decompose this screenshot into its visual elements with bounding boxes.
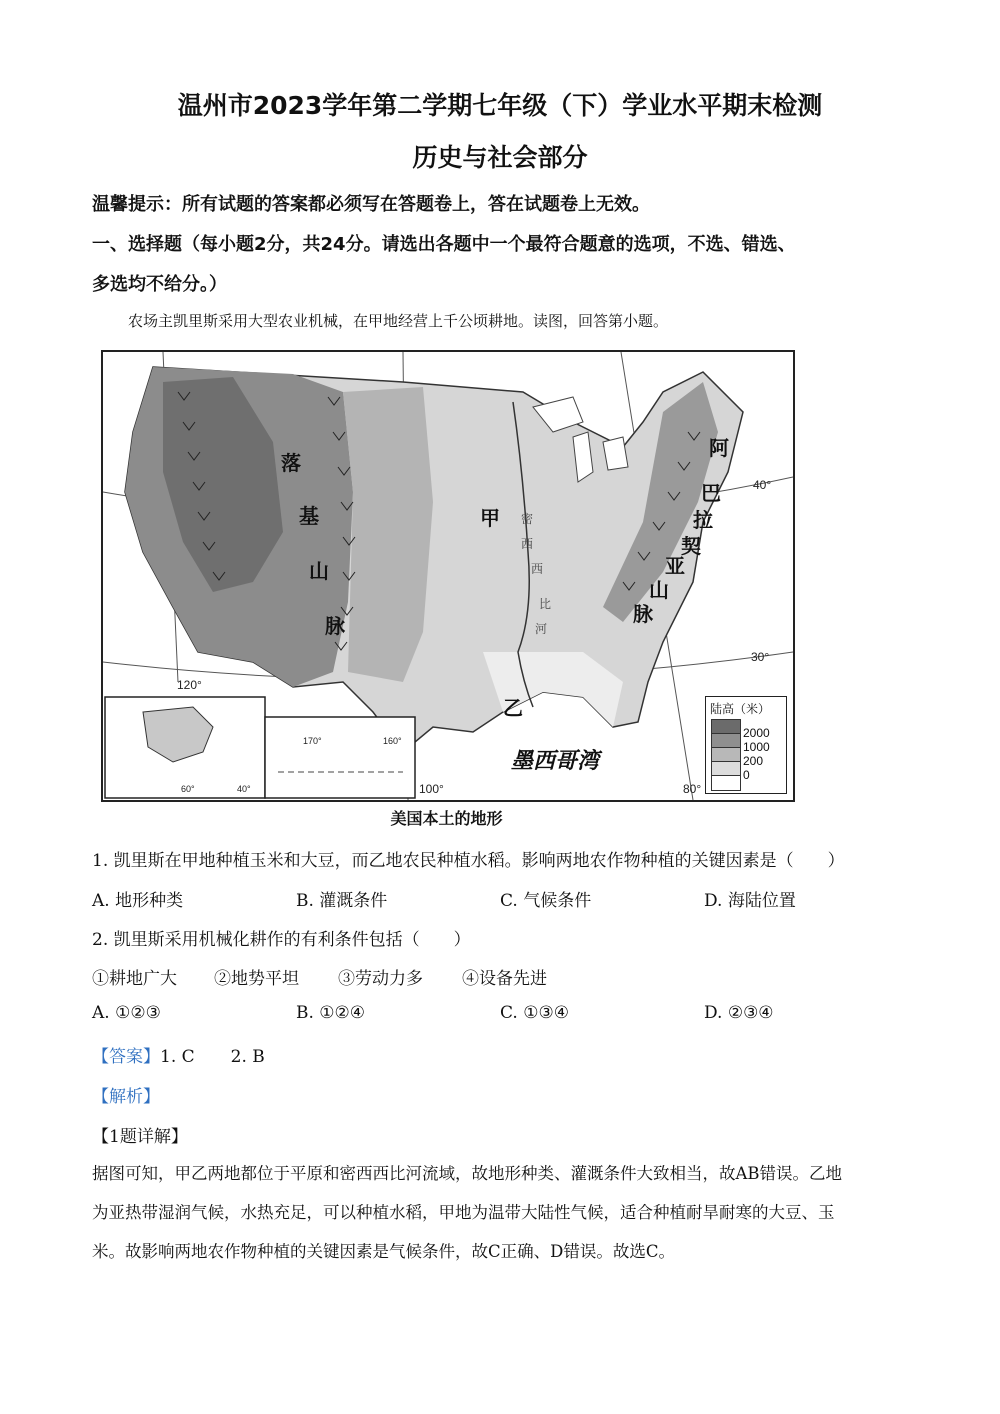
lake-huron	[603, 437, 628, 470]
answer-2: 2. B	[230, 1047, 265, 1067]
map-graphic	[103, 352, 793, 800]
exam-title: 温州市2023学年第二学期七年级（下）学业水平期末检测	[177, 91, 823, 120]
inset-60-label: 60°	[181, 784, 195, 794]
terrain-map	[101, 350, 795, 802]
analysis-line-1: 据图可知，甲乙两地都位于平原和密西西比河流域，故地形种类、灌溉条件大致相当，故AB错误。乙地	[92, 1164, 843, 1183]
inset-160-label: 160°	[383, 736, 402, 746]
river-char-3: 西	[531, 562, 544, 576]
analysis-subheading: 【1题详解】	[92, 1127, 188, 1147]
analysis-line-2: 为亚热带湿润气候，水热充足，可以种植水稻，甲地为温带大陆性气候，适合种植耐旱耐寒的大豆、玉	[92, 1203, 835, 1222]
q2-option-b: B. ①②④	[296, 1003, 366, 1023]
appa-char-4: 契	[681, 534, 701, 558]
q2-option-d: D. ②③④	[704, 1003, 774, 1023]
q2-stem: 2. 凯里斯采用机械化耕作的有利条件包括（ ）	[92, 930, 471, 950]
rocky-char-1: 落	[281, 451, 301, 475]
location-yi: 乙	[503, 696, 523, 720]
section-heading-line1: 一、选择题（每小题2分，共24分。请选出各题中一个最符合题意的选项，不选、错选、	[92, 234, 796, 255]
appa-char-7: 脉	[633, 602, 653, 626]
lat-40-label: 40°	[753, 478, 772, 492]
answer-1: 1. C	[160, 1047, 195, 1067]
inset-40-label: 40°	[237, 784, 251, 794]
legend-title: 陆高（米）	[710, 702, 771, 716]
q1-option-a: A. 地形种类	[92, 891, 184, 911]
answer-tag: 【答案】	[92, 1047, 160, 1067]
lon-120-label: 120°	[177, 678, 202, 692]
q2-option-c: C. ①③④	[500, 1003, 569, 1023]
lat-30-label: 30°	[751, 650, 770, 664]
question-intro: 农场主凯里斯采用大型农业机械，在甲地经营上千公顷耕地。读图，回答第小题。	[128, 312, 669, 330]
q2-condition-1: ①耕地广大	[92, 969, 177, 989]
section-heading-line2: 多选均不给分。）	[92, 274, 227, 295]
legend-swatch	[711, 775, 741, 791]
great-plains	[343, 387, 433, 682]
rocky-char-2: 基	[299, 504, 319, 528]
hawaii-inset	[265, 717, 415, 798]
appa-char-3: 拉	[693, 508, 713, 532]
q2-condition-3: ③劳动力多	[338, 969, 423, 989]
q2-condition-4: ④设备先进	[462, 969, 547, 989]
rocky-char-3: 山	[309, 559, 329, 583]
legend-level-2000: 2000	[743, 726, 770, 740]
q2-option-a: A. ①②③	[92, 1003, 161, 1023]
q2-condition-2: ②地势平坦	[214, 969, 299, 989]
map-caption: 美国本土的地形	[390, 809, 503, 828]
location-jia: 甲	[480, 506, 500, 530]
q1-stem: 1. 凯里斯在甲地种植玉米和大豆，而乙地农民种植水稻。影响两地农作物种植的关键因素是（ ）	[92, 851, 845, 871]
lon-80-label: 80°	[683, 782, 702, 796]
appa-char-2: 巴	[701, 481, 721, 505]
elevation-legend	[705, 696, 787, 794]
legend-level-0: 0	[743, 768, 750, 782]
lon-100-label: 100°	[419, 782, 444, 796]
appa-char-5: 亚	[665, 554, 685, 578]
gulf-of-mexico-label: 墨西哥湾	[511, 748, 600, 774]
river-char-2: 西	[521, 537, 534, 551]
q1-option-d: D. 海陆位置	[704, 891, 796, 911]
river-char-5: 河	[535, 622, 548, 636]
analysis-line-3: 米。故影响两地农作物种植的关键因素是气候条件，故C正确、D错误。故选C。	[92, 1242, 675, 1261]
river-char-1: 密	[521, 512, 534, 526]
inset-170-label: 170°	[303, 736, 322, 746]
notice: 温馨提示：所有试题的答案都必须写在答题卷上，答在试题卷上无效。	[92, 194, 650, 215]
rocky-char-4: 脉	[325, 614, 345, 638]
appa-char-1: 阿	[709, 436, 729, 460]
answer-line	[92, 1042, 265, 1067]
legend-level-1000: 1000	[743, 740, 770, 754]
q1-option-c: C. 气候条件	[500, 891, 592, 911]
analysis-tag: 【解析】	[92, 1087, 160, 1107]
q1-option-b: B. 灌溉条件	[296, 891, 388, 911]
legend-level-200: 200	[743, 754, 764, 768]
river-char-4: 比	[539, 597, 552, 611]
appa-char-6: 山	[649, 578, 669, 602]
exam-subtitle: 历史与社会部分	[412, 143, 588, 172]
